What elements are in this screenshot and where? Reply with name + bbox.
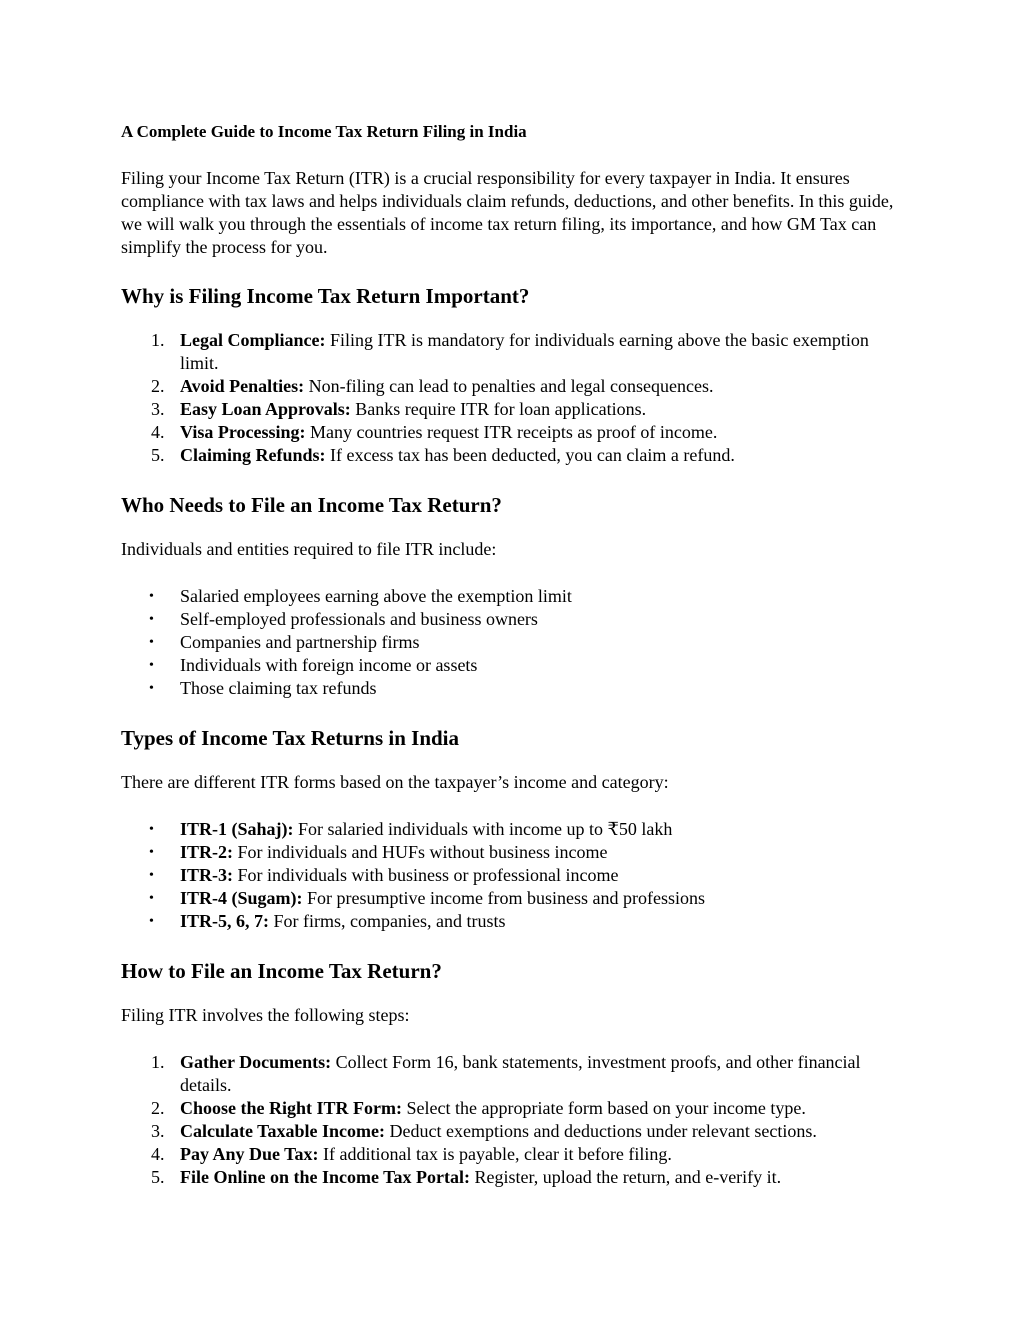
list-number: 4.: [151, 1144, 165, 1164]
list-number: 1.: [151, 330, 165, 350]
document-title: A Complete Guide to Income Tax Return Filing in India: [121, 122, 527, 141]
bullet-icon: •: [149, 612, 154, 627]
heading-how-to-file: How to File an Income Tax Return?: [121, 959, 442, 983]
list-item: [121, 585, 911, 608]
list-item: [121, 375, 911, 398]
list-item-text: Filing ITR is mandatory for individuals earning above the basic exemption limit.: [180, 330, 869, 373]
list-item-text: For salaried individuals with income up to ₹50 lakh: [293, 819, 673, 839]
bullet-icon: •: [149, 891, 154, 906]
bullet-icon: •: [149, 635, 154, 650]
list-item-term: Gather Documents:: [180, 1052, 332, 1072]
list-item-text: Self-employed professionals and business owners: [180, 609, 538, 629]
list-number: 3.: [151, 1121, 165, 1141]
list-item-text: Banks require ITR for loan applications.: [350, 399, 647, 419]
list-item: [121, 1097, 911, 1120]
list-item-term: Easy Loan Approvals:: [180, 399, 351, 419]
bullet-icon: •: [149, 589, 154, 604]
who-list: [121, 585, 911, 700]
list-item-term: ITR-4 (Sugam):: [180, 888, 303, 908]
list-number: 4.: [151, 422, 165, 442]
list-item-text: Register, upload the return, and e-verify it.: [470, 1167, 782, 1187]
heading-why-important: Why is Filing Income Tax Return Important?: [121, 284, 530, 308]
list-item-term: Calculate Taxable Income:: [180, 1121, 385, 1141]
list-item-text: For individuals and HUFs without business income: [233, 842, 608, 862]
list-number: 1.: [151, 1052, 165, 1072]
list-item-text: Many countries request ITR receipts as proof of income.: [305, 422, 718, 442]
list-number: 5.: [151, 445, 165, 465]
list-item: [121, 1051, 911, 1097]
types-list: [121, 818, 911, 933]
list-item-term: Avoid Penalties:: [180, 376, 305, 396]
list-item-text: Collect Form 16, bank statements, investment proofs, and other financial details.: [180, 1052, 861, 1095]
list-item: [121, 818, 911, 841]
who-intro: Individuals and entities required to file ITR include:: [121, 539, 497, 559]
list-item: [121, 421, 911, 444]
types-intro: There are different ITR forms based on the taxpayer’s income and category:: [121, 772, 669, 792]
how-intro: Filing ITR involves the following steps:: [121, 1005, 410, 1025]
list-number: 3.: [151, 399, 165, 419]
list-item: [121, 1120, 911, 1143]
list-item: [121, 1143, 911, 1166]
list-item-text: Deduct exemptions and deductions under relevant sections.: [385, 1121, 817, 1141]
list-item: [121, 631, 911, 654]
list-item-term: Legal Compliance:: [180, 330, 326, 350]
list-item-text: For presumptive income from business and professions: [302, 888, 705, 908]
list-item-text: If additional tax is payable, clear it before filing.: [318, 1144, 672, 1164]
list-item: [121, 677, 911, 700]
list-item: [121, 864, 911, 887]
list-item: [121, 887, 911, 910]
why-list: [121, 329, 911, 467]
bullet-icon: •: [149, 822, 154, 837]
list-item-text: If excess tax has been deducted, you can claim a refund.: [325, 445, 735, 465]
bullet-icon: •: [149, 681, 154, 696]
bullet-icon: •: [149, 658, 154, 673]
list-item-term: ITR-1 (Sahaj):: [180, 819, 294, 839]
list-item-text: Salaried employees earning above the exemption limit: [180, 586, 572, 606]
bullet-icon: •: [149, 868, 154, 883]
list-item: [121, 910, 911, 933]
list-item-term: ITR-3:: [180, 865, 233, 885]
list-item-term: ITR-2:: [180, 842, 233, 862]
list-item-term: ITR-5, 6, 7:: [180, 911, 269, 931]
list-item-term: Visa Processing:: [180, 422, 306, 442]
list-item: [121, 444, 911, 467]
list-number: 2.: [151, 376, 165, 396]
list-item-term: Pay Any Due Tax:: [180, 1144, 319, 1164]
heading-who-needs: Who Needs to File an Income Tax Return?: [121, 493, 502, 517]
list-item-text: Those claiming tax refunds: [180, 678, 377, 698]
list-item: [121, 329, 911, 375]
list-item: [121, 398, 911, 421]
list-number: 5.: [151, 1167, 165, 1187]
how-list: [121, 1051, 911, 1189]
list-item-text: For firms, companies, and trusts: [269, 911, 506, 931]
heading-types-of-returns: Types of Income Tax Returns in India: [121, 726, 460, 750]
list-item-text: Select the appropriate form based on your income type.: [402, 1098, 806, 1118]
bullet-icon: •: [149, 914, 154, 929]
list-item: [121, 654, 911, 677]
list-item-term: Choose the Right ITR Form:: [180, 1098, 402, 1118]
list-item-text: For individuals with business or professional income: [233, 865, 619, 885]
list-number: 2.: [151, 1098, 165, 1118]
list-item: [121, 608, 911, 631]
list-item-term: File Online on the Income Tax Portal:: [180, 1167, 470, 1187]
list-item-text: Companies and partnership firms: [180, 632, 420, 652]
list-item: [121, 1166, 911, 1189]
intro-paragraph: Filing your Income Tax Return (ITR) is a crucial responsibility for every taxpayer in India. It ensures compliance with tax laws and helps individuals claim refunds, deductions, and other benefits. In this guide, we will walk you through the essentials of income tax return filing, its importance, and how GM Tax can simplify the process for you.: [121, 168, 894, 257]
list-item-text: Non-filing can lead to penalties and legal consequences.: [304, 376, 714, 396]
bullet-icon: •: [149, 845, 154, 860]
document-page: [121, 120, 911, 1189]
list-item-term: Claiming Refunds:: [180, 445, 326, 465]
list-item-text: Individuals with foreign income or assets: [180, 655, 478, 675]
list-item: [121, 841, 911, 864]
